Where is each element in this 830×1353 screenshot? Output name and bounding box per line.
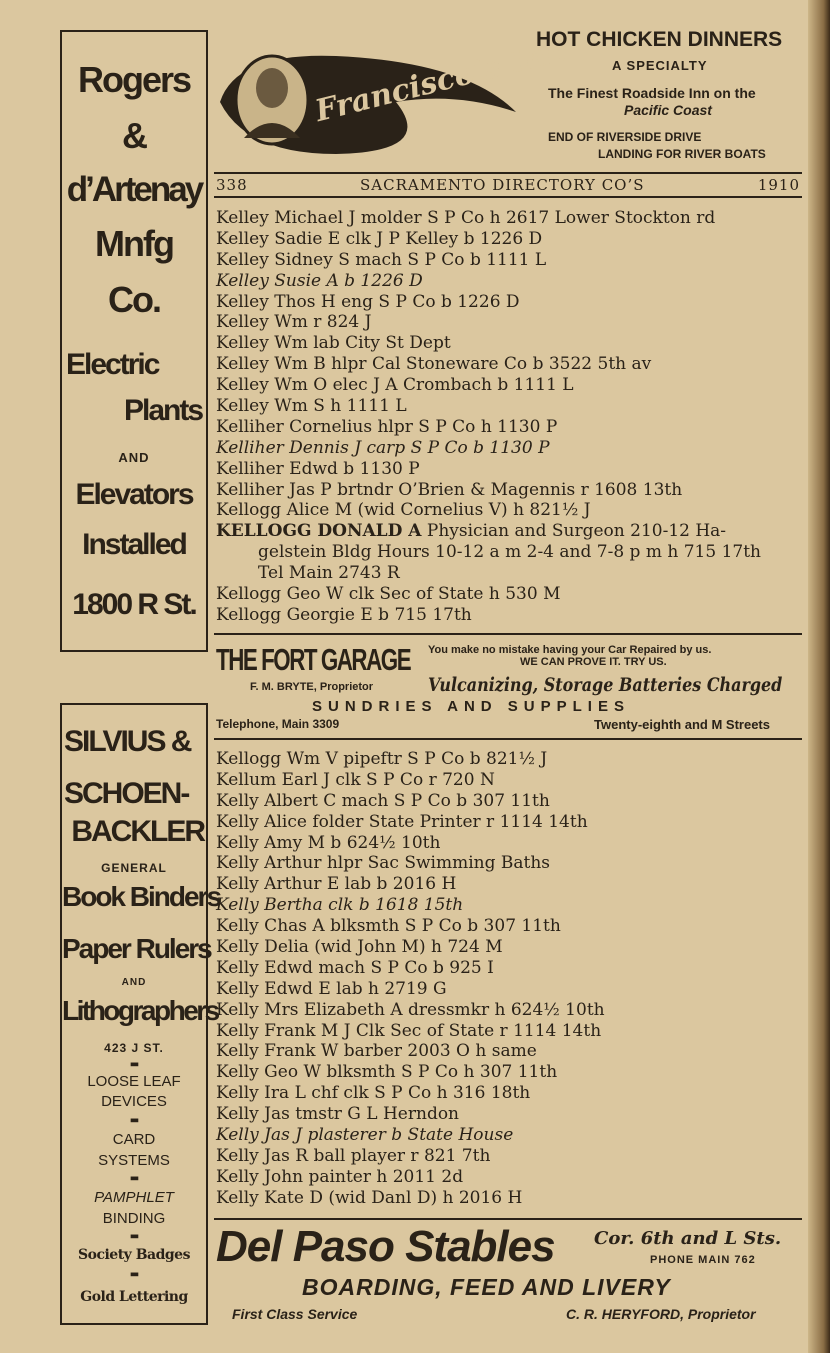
list-item: Kelly Edwd E lab h 2719 G	[216, 978, 447, 999]
list-item: Kelley Thos H eng S P Co b 1226 D	[216, 291, 520, 312]
ad-subheadline: A SPECIALTY	[612, 58, 708, 73]
ad-silvius-line: PAMPHLET	[94, 1189, 174, 1206]
ad-rogers-line: Installed	[82, 528, 186, 561]
garage-services: Vulcanizing, Storage Batteries Charged	[428, 674, 783, 696]
list-item: Kelly Jas tmstr G L Herndon	[216, 1104, 460, 1125]
list-item: Kelly Amy M b 624½ 10th	[216, 832, 441, 853]
list-item: Kelly Mrs Elizabeth A dressmkr h 624½ 10th	[216, 999, 605, 1020]
logo-graphic	[216, 32, 571, 162]
ad-silvius-line: AND	[121, 977, 147, 988]
ad-rogers-line: Mnfg	[95, 223, 173, 264]
running-header	[214, 172, 802, 198]
page-title: SACRAMENTO DIRECTORY CO’S	[360, 176, 645, 194]
ad-silvius-line: CARD	[112, 1131, 156, 1148]
divider	[214, 738, 802, 740]
list-item: Kelly Alice folder State Printer r 1114 14th	[216, 811, 588, 832]
list-item: Kellogg Geo W clk Sec of State h 530 M	[216, 584, 561, 605]
ad-silvius-line: Book Binders	[62, 881, 221, 912]
garage-slogan: WE CAN PROVE IT. TRY US.	[520, 656, 667, 668]
list-item: Kelly John painter h 2011 2d	[216, 1166, 464, 1187]
list-item: Kelley Sadie E clk J P Kelley b 1226 D	[216, 228, 543, 249]
ad-silvius-line: BINDING	[102, 1210, 166, 1227]
list-item: Kelly Ira L chf clk S P Co h 316 18th	[216, 1083, 531, 1104]
list-item: Kelley Susie A b 1226 D	[216, 270, 423, 291]
ad-silvius-line: DEVICES	[101, 1093, 167, 1110]
list-item: Kelley Wm r 824 J	[216, 312, 372, 333]
divider: ▬	[129, 1115, 139, 1126]
list-item: Kelley Wm B hlpr Cal Stoneware Co b 3522 5th av	[216, 354, 652, 375]
list-item: Kelly Albert C mach S P Co b 307 11th	[216, 790, 550, 811]
stables-corner: Cor. 6th and L Sts.	[594, 1228, 782, 1249]
ad-silvius-line: SCHOEN-	[64, 777, 189, 810]
list-item: Kelliher Jas P brtndr O’Brien & Magennis r 1608 13th	[216, 479, 683, 500]
garage-sundries: SUNDRIES AND SUPPLIES	[312, 698, 630, 715]
garage-telephone: Telephone, Main 3309	[216, 717, 340, 731]
list-item: Kellogg Alice M (wid Cornelius V) h 821½ J	[216, 500, 591, 521]
ad-location: END OF RIVERSIDE DRIVE	[548, 130, 702, 144]
ad-tagline: Pacific Coast	[624, 102, 712, 118]
divider: ▬	[129, 1269, 139, 1280]
list-item: Kelly Kate D (wid Danl D) h 2016 H	[216, 1187, 523, 1208]
list-item: Kelley Michael J molder S P Co h 2617 Lower Stockton rd	[216, 208, 716, 228]
list-item: Kelley Wm O elec J A Crombach b 1111 L	[216, 375, 574, 396]
ad-rogers-line: Elevators	[75, 478, 193, 511]
list-item-continuation: Tel Main 2743 R	[258, 563, 400, 584]
page-year: 1910	[757, 176, 800, 194]
list-item: Kelliher Cornelius hlpr S P Co h 1130 P	[216, 416, 558, 437]
directory-entries-bottom	[216, 749, 816, 1209]
ad-silvius-line: 423 J ST.	[104, 1041, 164, 1055]
ad-rogers-line: Rogers	[77, 59, 191, 100]
list-item: Kelliher Edwd b 1130 P	[216, 458, 420, 479]
divider: ▬	[129, 1231, 139, 1242]
list-item: Kelly Geo W blksmth S P Co h 307 11th	[216, 1062, 558, 1083]
franciscos-inn-logo	[216, 32, 571, 162]
ad-silvius-line: Society Badges	[78, 1247, 190, 1263]
list-item: Kelly Delia (wid John M) h 724 M	[216, 937, 503, 958]
list-item: Kelly Arthur hlpr Sac Swimming Baths	[216, 853, 551, 874]
list-item: Kelley Wm lab City St Dept	[216, 333, 451, 354]
ad-silvius-line: GENERAL	[101, 861, 167, 875]
list-item-highlight	[216, 521, 816, 542]
ad-rogers-line: d’Artenay	[66, 170, 202, 209]
list-item: Kelly Jas R ball player r 821 7th	[216, 1145, 491, 1166]
ad-rogers-line: Plants	[123, 394, 202, 427]
entry-text: Physician and Surgeon 210-12 Ha-	[421, 521, 727, 542]
list-item: Kelley Wm S h 1111 L	[216, 396, 407, 417]
directory-entries-top	[216, 208, 816, 626]
garage-address: Twenty-eighth and M Streets	[594, 717, 770, 732]
stables-phone: PHONE MAIN 762	[650, 1254, 756, 1266]
ad-silvius-schoenbackler	[60, 703, 221, 1325]
list-item: Kellum Earl J clk S P Co r 720 N	[216, 769, 495, 790]
ad-rogers-line: 1800 R St.	[72, 588, 196, 621]
ad-silvius-line: BACKLER	[71, 815, 204, 848]
ad-silvius-line: Paper Rulers	[62, 933, 211, 964]
list-item: Kellogg Wm V pipeftr S P Co b 821½ J	[216, 749, 548, 769]
divider	[214, 633, 802, 635]
ad-silvius-line: Gold Lettering	[80, 1289, 188, 1305]
list-item: Kelly Bertha clk b 1618 15th	[216, 895, 464, 916]
ad-rogers-line: Co.	[108, 279, 160, 320]
stables-proprietor: C. R. HERYFORD, Proprietor	[566, 1306, 756, 1322]
ad-silvius-line: SILVIUS &	[64, 725, 191, 758]
entry-name-bold: KELLOGG DONALD A	[216, 521, 422, 542]
divider	[214, 1218, 802, 1220]
ad-franciscos-inn	[212, 28, 812, 168]
ad-rogers-line: AND	[118, 450, 150, 465]
list-item: Kelly Chas A blksmth S P Co b 307 11th	[216, 916, 561, 937]
stables-quality: First Class Service	[232, 1306, 358, 1322]
ad-rogers-dartenay	[60, 30, 208, 652]
divider: ▬	[129, 1059, 139, 1070]
divider: ▬	[129, 1173, 139, 1184]
ad-rogers-line: Electric	[66, 348, 159, 381]
garage-name: THE FORT GARAGE	[216, 642, 411, 677]
ad-tagline: The Finest Roadside Inn on the	[548, 85, 756, 101]
svg-text:Francisco’s Inn: Francisco’s Inn	[311, 32, 571, 130]
list-item-continuation: gelstein Bldg Hours 10-12 a m 2-4 and 7-8 p m h 715 17th	[258, 542, 761, 563]
list-item: Kelly Edwd mach S P Co b 925 I	[216, 957, 494, 978]
ad-headline: HOT CHICKEN DINNERS	[536, 28, 783, 51]
page-number: 338	[216, 176, 248, 194]
ad-silvius-line: Lithographers	[62, 995, 218, 1026]
garage-slogan: You make no mistake having your Car Repaired by us.	[428, 644, 712, 656]
stables-name: Del Paso Stables	[216, 1222, 555, 1271]
ad-location: LANDING FOR RIVER BOATS	[598, 147, 766, 161]
list-item: Kelly Frank M J Clk Sec of State r 1114 14th	[216, 1020, 602, 1041]
stables-services: BOARDING, FEED AND LIVERY	[302, 1274, 671, 1300]
garage-proprietor: F. M. BRYTE, Proprietor	[250, 681, 374, 693]
list-item: Kelliher Dennis J carp S P Co b 1130 P	[216, 437, 550, 458]
list-item: Kellogg Georgie E b 715 17th	[216, 604, 472, 625]
ad-silvius-line: LOOSE LEAF	[87, 1073, 181, 1090]
ad-rogers-line: &	[122, 115, 146, 156]
list-item: Kelley Sidney S mach S P Co b 1111 L	[216, 249, 547, 270]
list-item: Kelly Arthur E lab b 2016 H	[216, 874, 457, 895]
list-item: Kelly Jas J plasterer b State House	[216, 1125, 514, 1146]
list-item: Kelly Frank W barber 2003 O h same	[216, 1041, 537, 1062]
ad-silvius-line: SYSTEMS	[98, 1152, 170, 1169]
